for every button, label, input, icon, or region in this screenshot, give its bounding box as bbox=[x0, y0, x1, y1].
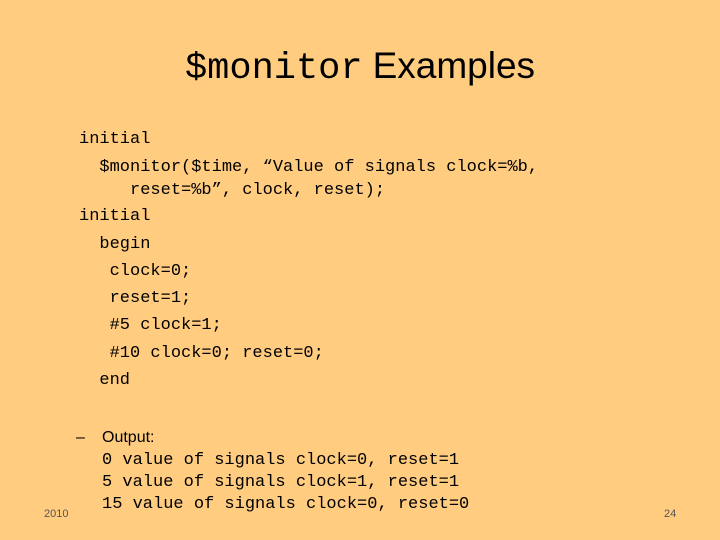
code-line: begin bbox=[79, 235, 151, 254]
title-code: $monitor bbox=[184, 48, 363, 90]
output-line: 0 value of signals clock=0, reset=1 bbox=[102, 451, 460, 470]
footer-year: 2010 bbox=[44, 508, 69, 520]
code-line: $monitor($time, “Value of signals clock=%b, bbox=[79, 158, 539, 177]
code-line: clock=0; bbox=[79, 262, 192, 281]
code-line: initial bbox=[79, 130, 151, 149]
code-line: #5 clock=1; bbox=[79, 316, 222, 335]
page-number: 24 bbox=[664, 508, 677, 520]
code-line: reset=%b”, clock, reset); bbox=[79, 181, 386, 200]
code-line: initial bbox=[79, 207, 151, 226]
output-lines bbox=[102, 450, 469, 516]
code-line: #10 clock=0; reset=0; bbox=[79, 344, 324, 363]
output-label: Output: bbox=[102, 429, 155, 446]
output-heading bbox=[76, 428, 154, 448]
bullet-dash: – bbox=[76, 429, 85, 446]
output-line: 5 value of signals clock=1, reset=1 bbox=[102, 473, 460, 492]
output-line: 15 value of signals clock=0, reset=0 bbox=[102, 495, 470, 514]
title-text: Examples bbox=[372, 45, 536, 86]
code-line: reset=1; bbox=[79, 289, 192, 308]
code-line: end bbox=[79, 371, 131, 390]
